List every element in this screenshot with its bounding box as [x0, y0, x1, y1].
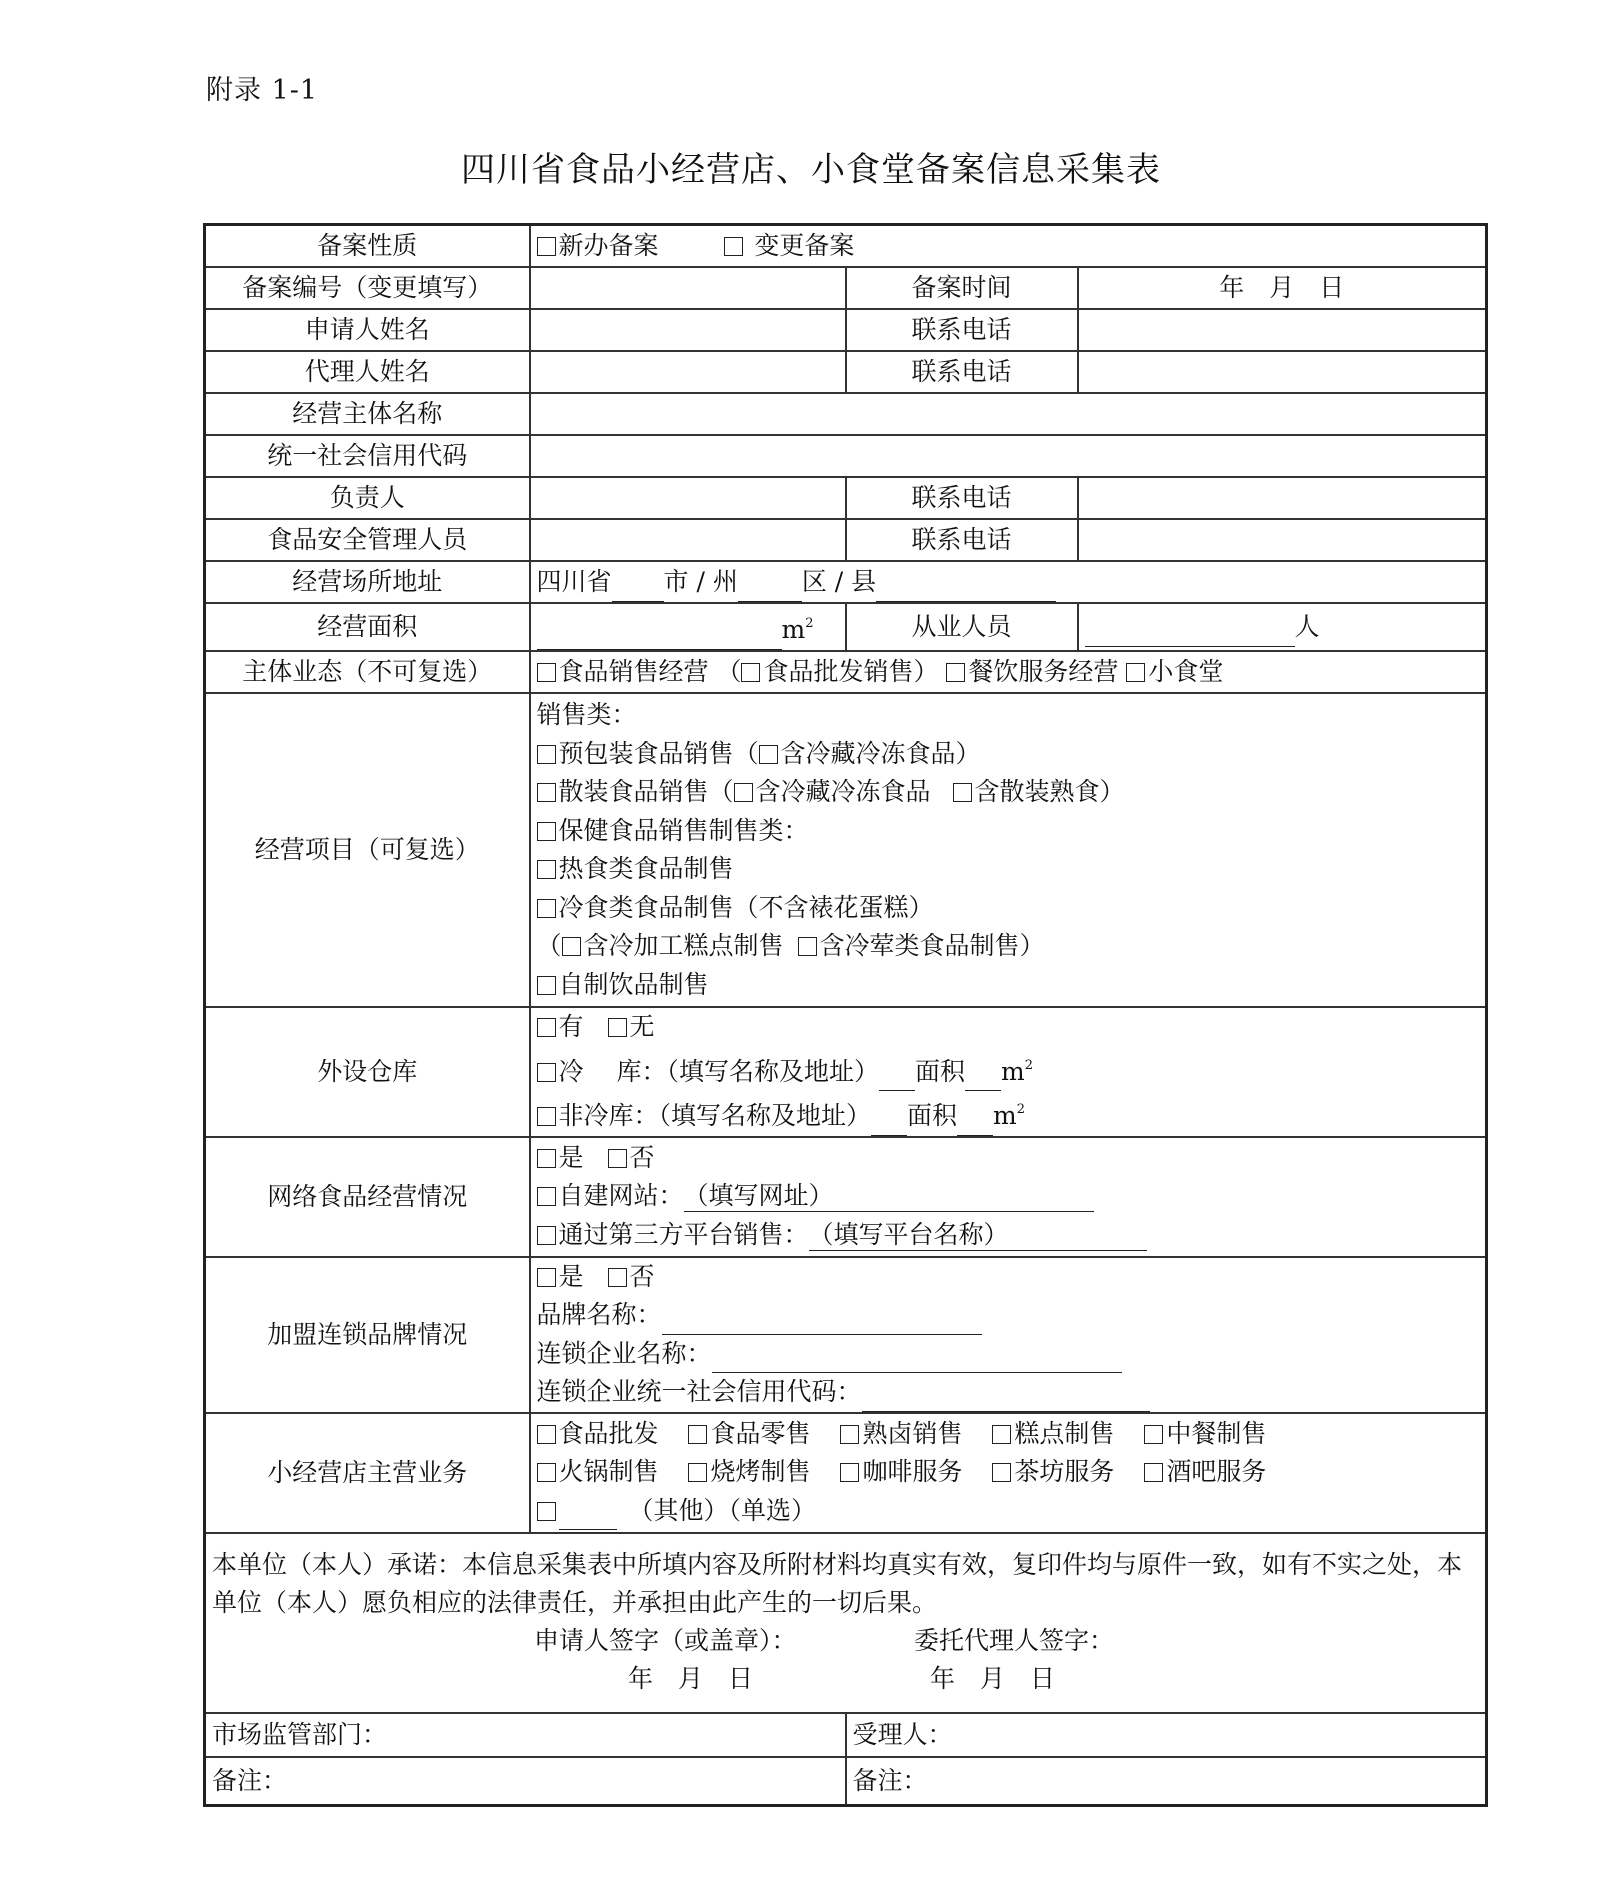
canteen-checkbox[interactable]	[1126, 663, 1145, 682]
franchise-yes-label: 是	[558, 1261, 584, 1291]
platform-field[interactable]: （填写平台名称）	[809, 1220, 1147, 1251]
chinese-food-label: 中餐制售	[1166, 1418, 1267, 1448]
district-text: 区 / 县	[801, 567, 877, 596]
row-business-items	[205, 693, 1487, 1007]
agent-phone-label: 联系电话	[846, 351, 1078, 393]
chain-code-blank[interactable]	[862, 1385, 1150, 1412]
area-unit-exponent: 2	[805, 616, 814, 631]
filing-date-field[interactable]: 年 月 日	[1078, 267, 1487, 309]
filing-type-options	[530, 225, 1487, 268]
filing-number-label: 备案编号（变更填写）	[205, 267, 530, 309]
pledge-text: 本单位（本人）承诺：本信息采集表中所填内容及所附材料均真实有效，复印件均与原件一致，如有不实之处，本单位（本人）愿负相应的法律责任，并承担由此产生的一切后果。	[212, 1549, 1463, 1617]
chain-code-label: 连锁企业统一社会信用代码：	[536, 1377, 862, 1406]
online-options	[530, 1137, 1487, 1257]
responsible-label: 负责人	[205, 477, 530, 519]
applicant-name-label: 申请人姓名	[205, 309, 530, 351]
street-blank[interactable]	[876, 575, 1056, 602]
franchise-yes-checkbox[interactable]	[537, 1268, 556, 1287]
pastry-label: 糕点制售	[1014, 1418, 1115, 1448]
business-form-label: 主体业态（不可复选）	[205, 651, 530, 693]
noncold-storage-unit-exponent: 2	[1016, 1102, 1026, 1117]
filing-form-table	[203, 223, 1488, 1807]
address-label: 经营场所地址	[205, 561, 530, 603]
appendix-label: 附录 1-1	[206, 75, 319, 106]
cold-food-label: 冷食类食品制售（不含裱花蛋糕）	[558, 892, 934, 922]
platform-checkbox[interactable]	[537, 1226, 556, 1245]
pledge-cell	[205, 1533, 1487, 1713]
row-agent	[205, 351, 1487, 393]
food-wholesale-label: 食品批发销售）	[763, 657, 939, 686]
row-department	[205, 1713, 1487, 1757]
noncold-storage-area-blank[interactable]	[957, 1109, 993, 1136]
health-food-label: 保健食品销售制售类：	[558, 815, 809, 845]
cold-storage-label: 冷 库：（填写名称及地址）	[558, 1056, 879, 1086]
agent-name-field[interactable]	[530, 351, 846, 393]
prepackaged-cold-label: 含冷藏冷冻食品）	[780, 738, 981, 768]
credit-code-field[interactable]	[530, 435, 1487, 477]
cold-storage-area-label: 面积	[914, 1056, 965, 1086]
new-filing-label: 新办备案	[558, 231, 659, 260]
row-filing-number	[205, 267, 1487, 309]
bbq-checkbox[interactable]	[688, 1463, 707, 1482]
business-items-options	[530, 693, 1487, 1007]
own-website-checkbox[interactable]	[537, 1187, 556, 1206]
applicant-name-field[interactable]	[530, 309, 846, 351]
warehouse-options	[530, 1007, 1487, 1137]
warehouse-yes-label: 有	[558, 1012, 584, 1041]
franchise-no-label: 否	[629, 1261, 655, 1291]
row-entity-name	[205, 393, 1487, 435]
remark-right-cell[interactable]: 备注：	[846, 1757, 1487, 1806]
row-applicant	[205, 309, 1487, 351]
franchise-options	[530, 1257, 1487, 1413]
warehouse-label: 外设仓库	[205, 1007, 530, 1137]
hot-food-label: 热食类食品制售	[558, 854, 734, 883]
wholesale-checkbox[interactable]	[537, 1425, 556, 1444]
cold-pastry-paren: （	[536, 931, 562, 960]
entity-name-field[interactable]	[530, 393, 1487, 435]
row-business-form	[205, 651, 1487, 693]
prepackaged-cold-checkbox[interactable]	[759, 745, 778, 764]
document-title: 四川省食品小经营店、小食堂备案信息采集表	[461, 150, 1161, 190]
applicant-phone-label: 联系电话	[846, 309, 1078, 351]
prepackaged-checkbox[interactable]	[537, 745, 556, 764]
business-form-options	[530, 651, 1487, 693]
main-business-row-1	[537, 1415, 1480, 1454]
staff-unit: 人	[1294, 612, 1320, 641]
responsible-phone-label: 联系电话	[846, 477, 1078, 519]
own-website-label: 自建网站：	[558, 1181, 684, 1211]
cold-storage-unit-exponent: 2	[1024, 1057, 1033, 1073]
area-field[interactable]	[530, 603, 846, 651]
main-business-label: 小经营店主营业务	[205, 1413, 530, 1533]
main-business-row-3	[537, 1492, 1480, 1531]
row-safety-manager	[205, 519, 1487, 561]
hot-food-checkbox[interactable]	[537, 860, 556, 879]
franchise-label: 加盟连锁品牌情况	[205, 1257, 530, 1413]
other-label: （其他）（单选）	[628, 1495, 817, 1525]
safety-manager-label: 食品安全管理人员	[205, 519, 530, 561]
cold-pastry-label: 含冷加工糕点制售	[583, 931, 784, 960]
agent-signature-date[interactable]: 年 月 日	[930, 1663, 1056, 1693]
applicant-signature-label: 申请人签字（或盖章）：	[534, 1625, 797, 1655]
bulk-food-checkbox[interactable]	[537, 783, 556, 802]
catering-checkbox[interactable]	[946, 663, 965, 682]
signature-line	[212, 1622, 1479, 1660]
catering-label: 餐饮服务经营	[968, 657, 1119, 686]
row-credit-code	[205, 435, 1487, 477]
noncold-storage-checkbox[interactable]	[537, 1107, 556, 1126]
row-filing-type	[205, 225, 1487, 268]
noncold-storage-unit: m	[993, 1101, 1017, 1130]
hotpot-checkbox[interactable]	[537, 1463, 556, 1482]
business-items-label: 经营项目（可复选）	[205, 693, 530, 1007]
online-yes-label: 是	[558, 1142, 584, 1172]
safety-manager-phone-field[interactable]	[1078, 519, 1487, 561]
city-text: 市 / 州	[663, 567, 738, 596]
row-main-business	[205, 1413, 1487, 1533]
district-blank[interactable]	[738, 575, 802, 602]
row-online	[205, 1137, 1487, 1257]
row-responsible	[205, 477, 1487, 519]
safety-manager-phone-label: 联系电话	[846, 519, 1078, 561]
braised-checkbox[interactable]	[840, 1425, 859, 1444]
row-address	[205, 561, 1487, 603]
canteen-label: 小食堂	[1148, 657, 1224, 686]
filing-number-field[interactable]	[530, 267, 846, 309]
cold-pastry-checkbox[interactable]	[562, 937, 581, 956]
online-no-label: 否	[629, 1142, 655, 1172]
coffee-checkbox[interactable]	[840, 1463, 859, 1482]
staff-field[interactable]	[1078, 603, 1487, 651]
online-label: 网络食品经营情况	[205, 1137, 530, 1257]
filing-type-label: 备案性质	[205, 225, 530, 268]
bulk-food-label: 散装食品销售（	[558, 777, 734, 806]
coffee-label: 咖啡服务	[862, 1457, 963, 1487]
brand-name-blank[interactable]	[662, 1308, 982, 1335]
teahouse-label: 茶坊服务	[1014, 1457, 1115, 1487]
applicant-phone-field[interactable]	[1078, 309, 1487, 351]
platform-label: 通过第三方平台销售：	[558, 1219, 809, 1249]
credit-code-label: 统一社会信用代码	[205, 435, 530, 477]
row-remarks	[205, 1757, 1487, 1806]
wholesale-label: 食品批发	[558, 1418, 659, 1448]
noncold-storage-area-label: 面积	[907, 1101, 958, 1130]
applicant-signature-date[interactable]: 年 月 日	[628, 1663, 754, 1693]
province-text: 四川省	[536, 567, 612, 596]
receiver-cell[interactable]: 受理人：	[846, 1713, 1487, 1757]
bulk-cold-checkbox[interactable]	[734, 783, 753, 802]
bulk-cold-label: 含冷藏冷冻食品	[755, 777, 931, 806]
chain-company-blank[interactable]	[712, 1346, 1122, 1373]
signature-date-line	[212, 1660, 1479, 1698]
safety-manager-field[interactable]	[530, 519, 846, 561]
area-blank[interactable]	[537, 623, 782, 650]
teahouse-checkbox[interactable]	[992, 1463, 1011, 1482]
responsible-phone-field[interactable]	[1078, 477, 1487, 519]
other-checkbox[interactable]	[537, 1502, 556, 1521]
health-food-checkbox[interactable]	[537, 822, 556, 841]
food-sales-checkbox[interactable]	[537, 663, 556, 682]
franchise-no-checkbox[interactable]	[608, 1268, 627, 1287]
cold-meat-label: 含冷荤类食品制售）	[819, 931, 1045, 960]
row-pledge	[205, 1533, 1487, 1713]
area-unit: m	[781, 615, 806, 644]
remark-left-cell[interactable]: 备注：	[205, 1757, 846, 1806]
bar-label: 酒吧服务	[1166, 1457, 1267, 1487]
main-business-row-2	[537, 1453, 1480, 1492]
warehouse-no-checkbox[interactable]	[608, 1018, 627, 1037]
change-filing-label: 变更备案	[754, 231, 855, 260]
own-website-field[interactable]: （填写网址）	[684, 1181, 1094, 1212]
cold-storage-area-blank[interactable]	[965, 1064, 1001, 1091]
other-blank[interactable]	[559, 1503, 617, 1530]
sales-category-heading: 销售类：	[536, 700, 637, 729]
agent-signature-label: 委托代理人签字：	[914, 1625, 1115, 1655]
filing-time-label: 备案时间	[846, 267, 1078, 309]
retail-label: 食品零售	[710, 1418, 811, 1448]
row-franchise	[205, 1257, 1487, 1413]
entity-name-label: 经营主体名称	[205, 393, 530, 435]
city-blank[interactable]	[612, 575, 664, 602]
pastry-checkbox[interactable]	[992, 1425, 1011, 1444]
drinks-label: 自制饮品制售	[558, 969, 709, 999]
food-sales-label: 食品销售经营 （	[558, 657, 742, 686]
new-filing-checkbox[interactable]	[537, 237, 556, 256]
cold-food-checkbox[interactable]	[537, 899, 556, 918]
braised-label: 熟卤销售	[862, 1418, 963, 1448]
agent-name-label: 代理人姓名	[205, 351, 530, 393]
cold-storage-unit: m	[1000, 1056, 1025, 1086]
noncold-storage-blank[interactable]	[871, 1109, 907, 1136]
chain-company-label: 连锁企业名称：	[536, 1338, 712, 1368]
row-warehouse	[205, 1007, 1487, 1137]
bulk-cooked-label: 含散装熟食）	[974, 777, 1125, 806]
prepackaged-label: 预包装食品销售（	[558, 738, 759, 768]
responsible-field[interactable]	[530, 477, 846, 519]
address-field[interactable]	[530, 561, 1487, 603]
warehouse-no-label: 无	[629, 1012, 655, 1041]
chinese-food-checkbox[interactable]	[1144, 1425, 1163, 1444]
noncold-storage-label: 非冷库：（填写名称及地址）	[558, 1101, 872, 1130]
bulk-cooked-checkbox[interactable]	[953, 783, 972, 802]
online-yes-checkbox[interactable]	[537, 1149, 556, 1168]
bar-checkbox[interactable]	[1144, 1463, 1163, 1482]
change-filing-checkbox[interactable]	[724, 237, 743, 256]
main-business-options	[530, 1413, 1487, 1533]
warehouse-yes-checkbox[interactable]	[537, 1018, 556, 1037]
agent-phone-field[interactable]	[1078, 351, 1487, 393]
cold-storage-checkbox[interactable]	[537, 1063, 556, 1082]
food-wholesale-checkbox[interactable]	[741, 663, 760, 682]
cold-meat-checkbox[interactable]	[798, 937, 817, 956]
retail-checkbox[interactable]	[688, 1425, 707, 1444]
cold-storage-blank[interactable]	[879, 1064, 915, 1091]
area-label: 经营面积	[205, 603, 530, 651]
drinks-checkbox[interactable]	[537, 976, 556, 995]
staff-blank[interactable]	[1085, 620, 1295, 647]
staff-label: 从业人员	[846, 603, 1078, 651]
department-cell[interactable]: 市场监管部门：	[205, 1713, 846, 1757]
online-no-checkbox[interactable]	[608, 1149, 627, 1168]
row-area	[205, 603, 1487, 651]
bbq-label: 烧烤制售	[710, 1457, 811, 1487]
brand-name-label: 品牌名称：	[536, 1300, 662, 1329]
hotpot-label: 火锅制售	[558, 1457, 659, 1487]
